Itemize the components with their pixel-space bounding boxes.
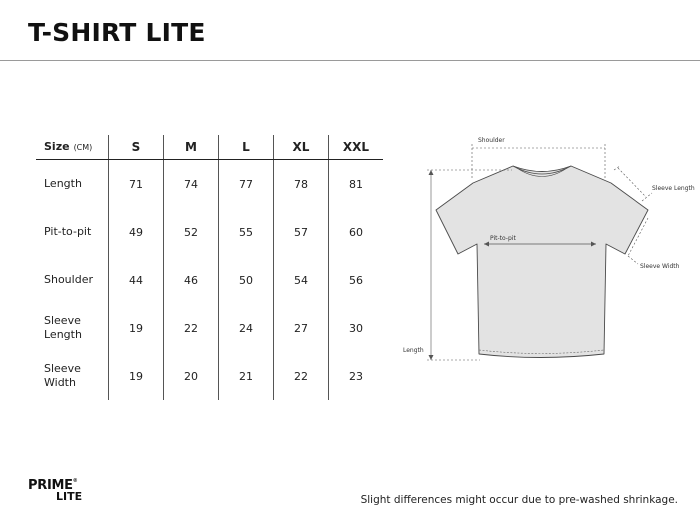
table-cell: 54 bbox=[274, 256, 329, 304]
table-cell: 30 bbox=[329, 304, 384, 352]
table-cell: 22 bbox=[164, 304, 219, 352]
tshirt-measurement-diagram bbox=[396, 130, 696, 370]
row-label bbox=[36, 208, 109, 256]
sleeve-width-label: Sleeve Width bbox=[640, 263, 680, 270]
table-row bbox=[36, 208, 383, 256]
size-header-row bbox=[36, 135, 383, 160]
size-header-cell bbox=[36, 135, 109, 160]
length-label: Length bbox=[403, 347, 424, 354]
size-header-l: L bbox=[219, 135, 274, 160]
size-header-xxl: XXL bbox=[329, 135, 384, 160]
table-cell: 71 bbox=[109, 160, 164, 209]
shrinkage-note: Slight differences might occur due to pre-washed shrinkage. bbox=[360, 494, 678, 506]
sleeve-length-label: Sleeve Length bbox=[652, 185, 695, 192]
table-cell: 19 bbox=[109, 304, 164, 352]
size-chart-table bbox=[36, 135, 383, 400]
row-label-line1: Sleeve bbox=[44, 314, 81, 327]
table-cell: 52 bbox=[164, 208, 219, 256]
pit-to-pit-label: Pit-to-pit bbox=[490, 235, 516, 242]
table-cell: 57 bbox=[274, 208, 329, 256]
unit-label: (CM) bbox=[73, 142, 93, 152]
tshirt-outline bbox=[436, 166, 648, 358]
table-cell: 21 bbox=[219, 352, 274, 400]
table-cell: 23 bbox=[329, 352, 384, 400]
row-label-line1: Shoulder bbox=[44, 273, 93, 286]
size-header-xl: XL bbox=[274, 135, 329, 160]
row-label-line1: Sleeve bbox=[44, 362, 81, 375]
row-label bbox=[36, 160, 109, 209]
size-header-s: S bbox=[109, 135, 164, 160]
row-label bbox=[36, 256, 109, 304]
table-row bbox=[36, 160, 383, 209]
table-cell: 20 bbox=[164, 352, 219, 400]
row-label-line1: Length bbox=[44, 177, 82, 190]
table-cell: 22 bbox=[274, 352, 329, 400]
row-label-line2: Width bbox=[44, 376, 76, 389]
length-arrow-bottom bbox=[429, 355, 434, 360]
page-title: T-SHIRT LITE bbox=[28, 18, 206, 47]
table-cell: 77 bbox=[219, 160, 274, 209]
table-cell: 49 bbox=[109, 208, 164, 256]
size-header-m: M bbox=[164, 135, 219, 160]
table-cell: 55 bbox=[219, 208, 274, 256]
table-cell: 81 bbox=[329, 160, 384, 209]
table-cell: 60 bbox=[329, 208, 384, 256]
table-row bbox=[36, 256, 383, 304]
title-divider bbox=[0, 60, 700, 61]
table-cell: 56 bbox=[329, 256, 384, 304]
logo-prime: PRIME bbox=[28, 478, 73, 493]
table-cell: 78 bbox=[274, 160, 329, 209]
logo-registered-mark: ® bbox=[72, 478, 78, 484]
sleeve-width-tick bbox=[628, 256, 638, 264]
tshirt-diagram-svg bbox=[396, 130, 696, 370]
table-cell: 19 bbox=[109, 352, 164, 400]
shoulder-label: Shoulder bbox=[478, 137, 505, 144]
table-cell: 24 bbox=[219, 304, 274, 352]
row-label bbox=[36, 352, 109, 400]
table-cell: 74 bbox=[164, 160, 219, 209]
length-arrow-top bbox=[429, 170, 434, 175]
row-label-line2: Length bbox=[44, 328, 82, 341]
logo-bottom-text: LITE bbox=[56, 490, 83, 503]
brand-logo bbox=[28, 479, 82, 502]
table-cell: 44 bbox=[109, 256, 164, 304]
table-row bbox=[36, 352, 383, 400]
row-label-line1: Pit-to-pit bbox=[44, 225, 92, 238]
row-label bbox=[36, 304, 109, 352]
table-cell: 46 bbox=[164, 256, 219, 304]
table-cell: 27 bbox=[274, 304, 329, 352]
table-row bbox=[36, 304, 383, 352]
size-header-label: Size bbox=[44, 139, 70, 153]
table-cell: 50 bbox=[219, 256, 274, 304]
